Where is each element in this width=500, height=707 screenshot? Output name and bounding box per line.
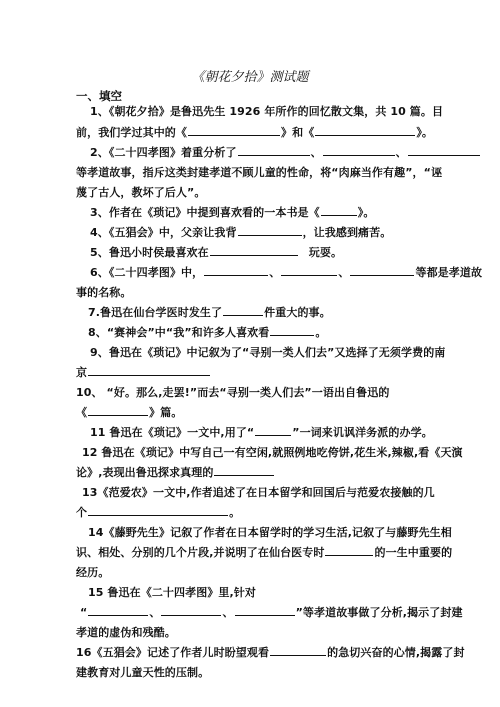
question-14-line-3: 经历。 <box>76 566 110 579</box>
question-12-line-1: 12 鲁迅在《琐记》中写自己一有空闲,就照例地吃侉饼,花生米,辣椒,看《天演 <box>82 446 463 459</box>
question-10-line-2: 《 》篇。 <box>76 406 183 419</box>
answer-blank[interactable] <box>350 264 414 276</box>
answer-blank[interactable] <box>325 544 373 556</box>
question-14-line-1: 14《藤野先生》记叙了作者在日本留学时的学习生活,记叙了与藤野先生相 <box>88 526 452 539</box>
question-15-line-3: 孝道的虚伪和残酷。 <box>76 626 176 639</box>
question-13-line-1: 13《范爱农》一文中,作者追述了在日本留学和回国后与范爱农接触的几 <box>82 486 435 499</box>
answer-blank[interactable] <box>315 124 415 136</box>
answer-blank[interactable] <box>281 264 337 276</box>
question-2-line-3: 蔑了古人，教坏了后人”。 <box>76 186 206 199</box>
answer-blank[interactable] <box>88 364 210 376</box>
question-15-line-2: “ 、 、 ”等孝道故事做了分析,揭示了封建 <box>80 606 463 619</box>
question-9-line-1: 9、鲁迅在《琐记》中记叙为了“寻别一类人们去”又选择了无须学费的南 <box>90 346 446 359</box>
question-10-line-1: 10、 “好。那么,走罢!”而去“寻别一类人们去”一语出自鲁迅的 <box>76 386 390 399</box>
answer-blank[interactable] <box>204 264 268 276</box>
page-title: 《朝花夕拾》测试题 <box>191 70 309 85</box>
question-7: 7.鲁迅在仙台学医时发生了 件重大的事。 <box>88 306 331 319</box>
answer-blank[interactable] <box>270 324 314 336</box>
question-6-line-1: 6、《二十四孝图》中， 、 、 等都是孝道故 <box>90 266 483 279</box>
question-13-line-2: 个 。 <box>76 506 241 519</box>
answer-blank[interactable] <box>235 604 295 616</box>
section-heading: 一、填空 <box>76 89 122 103</box>
answer-blank[interactable] <box>238 144 310 156</box>
answer-blank[interactable] <box>238 224 302 236</box>
question-15-line-1: 15 鲁迅在《二十四孝图》里,针对 <box>88 586 257 599</box>
answer-blank[interactable] <box>223 304 263 316</box>
question-8: 8、“赛神会”中“我”和许多人喜欢看 。 <box>88 326 327 339</box>
question-3: 3、作者在《琐记》中提到喜欢看的一本书是《 》。 <box>90 206 375 219</box>
answer-blank[interactable] <box>270 644 326 656</box>
question-9-line-2: 京 <box>76 364 211 380</box>
answer-blank[interactable] <box>214 464 274 476</box>
question-4: 4、《五猖会》中，父亲让我背 ，让我感到痛苦。 <box>90 226 392 239</box>
answer-blank[interactable] <box>88 604 148 616</box>
answer-blank[interactable] <box>88 404 148 416</box>
question-1-line-2: 前，我们学过其中的《 》和《 》。 <box>76 126 434 139</box>
answer-blank[interactable] <box>188 124 280 136</box>
answer-blank[interactable] <box>321 204 357 216</box>
question-14-line-2: 识、相处、分别的几个片段,并说明了在仙台医专时 的一生中重要的 <box>76 546 453 559</box>
answer-blank[interactable] <box>323 144 395 156</box>
question-12-line-2: 论》,表现出鲁迅探求真理的 <box>76 464 275 480</box>
question-2-line-1: 2、《二十四孝图》着重分析了 、 、 <box>90 144 481 160</box>
question-1-line-1: 1、《朝花夕拾》是鲁迅先生 1926 年所作的回忆散文集，共 10 篇。目 <box>90 105 444 118</box>
answer-blank[interactable] <box>255 424 291 436</box>
answer-blank[interactable] <box>161 604 221 616</box>
question-16-line-2: 建教育对儿童天性的压制。 <box>76 666 210 679</box>
answer-blank[interactable] <box>408 144 480 156</box>
question-5: 5、鲁迅小时侯最喜欢在 玩耍。 <box>90 246 343 259</box>
question-2-line-2: 等孝道故事，指斥这类封建孝道不顾儿童的性命，将“肉麻当作有趣”，“诬 <box>76 166 443 179</box>
answer-blank[interactable] <box>88 504 228 516</box>
question-16-line-1: 16《五猖会》记述了作者儿时盼望观看 的急切兴奋的心情,揭露了封 <box>76 646 465 659</box>
question-11: 11 鲁迅在《琐记》一文中,用了“ ”一词来讥讽洋务派的办学。 <box>90 426 433 439</box>
answer-blank[interactable] <box>210 244 298 256</box>
question-6-line-2: 事的名称。 <box>76 286 132 299</box>
